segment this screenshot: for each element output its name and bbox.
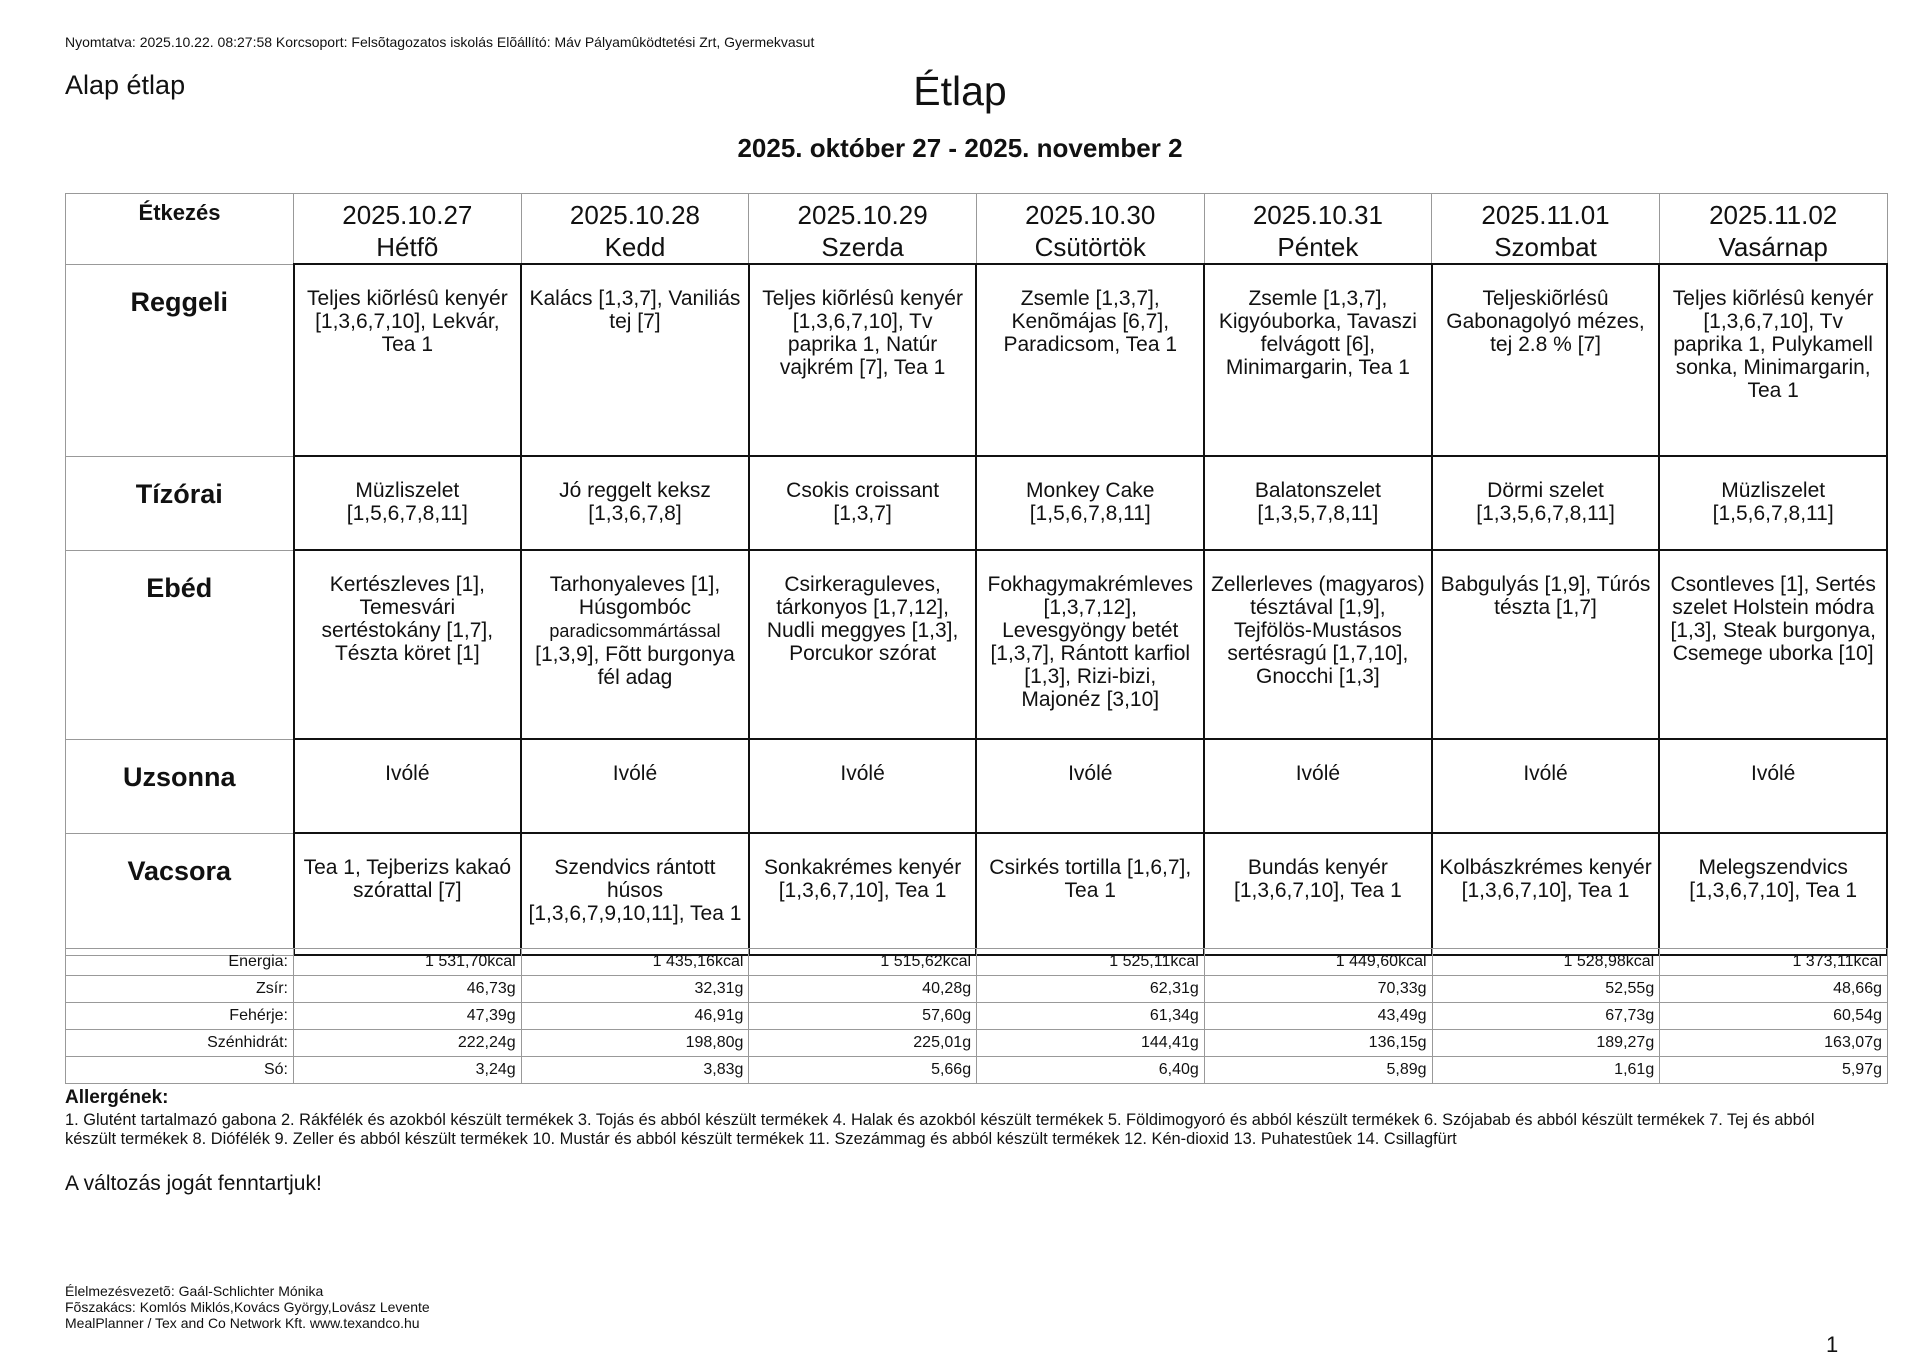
meal-cell: Ivólé	[976, 739, 1204, 833]
header-row	[66, 194, 1888, 265]
meal-cell: Balatonszelet [1,3,5,7,8,11]	[1204, 456, 1432, 550]
meal-row-uzsonna	[66, 739, 1888, 833]
day-date: 2025.10.29	[797, 200, 928, 230]
meal-cell: Zsemle [1,3,7], Kenõmájas [6,7], Paradicsom, Tea 1	[976, 264, 1204, 456]
meal-cell: Bundás kenyér [1,3,6,7,10], Tea 1	[1204, 833, 1432, 955]
nutrition-value: 67,73g	[1432, 1003, 1660, 1030]
nutrition-value: 225,01g	[749, 1030, 977, 1057]
nutrition-value: 46,73g	[294, 976, 522, 1003]
nutrition-value: 70,33g	[1204, 976, 1432, 1003]
meal-cell: Teljes kiõrlésû kenyér [1,3,6,7,10], Lekvár, Tea 1	[294, 264, 522, 456]
nutrition-value: 48,66g	[1660, 976, 1888, 1003]
nutrition-value: 5,66g	[749, 1057, 977, 1084]
allergens-title: Allergének:	[65, 1087, 169, 1108]
day-name: Csütörtök	[1034, 232, 1146, 262]
meal-cell: Csirkeraguleves, tárkonyos [1,7,12], Nudli meggyes [1,3], Porcukor szórat	[749, 550, 977, 739]
nutrition-value: 1,61g	[1432, 1057, 1660, 1084]
day-name: Péntek	[1277, 232, 1359, 262]
nutrition-value: 222,24g	[294, 1030, 522, 1057]
meal-cell: Ivólé	[749, 739, 977, 833]
meal-cell: Csontleves [1], Sertés szelet Holstein módra [1,3], Steak burgonya, Csemege uborka [10]	[1659, 550, 1887, 739]
corner-label: Étkezés	[66, 194, 294, 265]
nutrition-label: Só:	[66, 1057, 294, 1084]
meal-cell: Csirkés tortilla [1,6,7], Tea 1	[976, 833, 1204, 955]
meal-name: Uzsonna	[66, 739, 294, 833]
day-header	[1432, 194, 1660, 265]
footer	[65, 1283, 430, 1331]
menu-type-label: Alap étlap	[65, 70, 186, 100]
meal-cell: Fokhagymakrémleves [1,3,7,12], Levesgyöngy betét [1,3,7], Rántott karfiol [1,3], Rizi-bizi, Majonéz [3,10]	[976, 550, 1204, 739]
meal-row-ebed	[66, 550, 1888, 739]
nutrition-value: 1 515,62kcal	[749, 949, 977, 976]
day-date: 2025.10.30	[1025, 200, 1156, 230]
footer-software: MealPlanner / Tex and Co Network Kft. www.texandco.hu	[65, 1315, 420, 1331]
meal-cell: Jó reggelt keksz [1,3,6,7,8]	[521, 456, 749, 550]
meal-cell: Kolbászkrémes kenyér [1,3,6,7,10], Tea 1	[1432, 833, 1660, 955]
nutrition-label: Szénhidrát:	[66, 1030, 294, 1057]
nutrition-value: 61,34g	[977, 1003, 1205, 1030]
meal-cell: Dörmi szelet [1,3,5,6,7,8,11]	[1432, 456, 1660, 550]
meal-cell: Teljeskiõrlésû Gabonagolyó mézes, tej 2.8 % [7]	[1432, 264, 1660, 456]
nutrition-label: Zsír:	[66, 976, 294, 1003]
nutrition-value: 5,89g	[1204, 1057, 1432, 1084]
nutrition-value: 40,28g	[749, 976, 977, 1003]
nutrition-value: 43,49g	[1204, 1003, 1432, 1030]
meal-cell	[521, 550, 749, 739]
footer-manager: Élelmezésvezetõ: Gaál-Schlichter Mónika	[65, 1283, 324, 1299]
nutrition-value: 1 528,98kcal	[1432, 949, 1660, 976]
day-header	[521, 194, 749, 265]
meal-cell: Ivólé	[1659, 739, 1887, 833]
print-info: Nyomtatva: 2025.10.22. 08:27:58 Korcsoport: Felsõtagozatos iskolás Elõállító: Máv Pályamûködtetési Zrt, Gyermekvasut	[65, 34, 815, 50]
nutrition-value: 1 373,11kcal	[1660, 949, 1888, 976]
meal-name: Tízórai	[66, 456, 294, 550]
nutrition-value: 136,15g	[1204, 1030, 1432, 1057]
nutrition-value: 52,55g	[1432, 976, 1660, 1003]
nutrition-row	[66, 1057, 1888, 1084]
nutrition-value: 57,60g	[749, 1003, 977, 1030]
nutrition-value: 3,83g	[521, 1057, 749, 1084]
meal-cell: Kertészleves [1], Temesvári sertéstokány [1,7], Tészta köret [1]	[294, 550, 522, 739]
nutrition-value: 46,91g	[521, 1003, 749, 1030]
meal-cell: Ivólé	[294, 739, 522, 833]
page-number: 1	[1826, 1332, 1839, 1357]
meal-name: Ebéd	[66, 550, 294, 739]
meal-cell: Zsemle [1,3,7], Kigyóuborka, Tavaszi felvágott [6], Minimargarin, Tea 1	[1204, 264, 1432, 456]
meal-cell: Monkey Cake [1,5,6,7,8,11]	[976, 456, 1204, 550]
day-header	[294, 194, 522, 265]
day-name: Szerda	[821, 232, 904, 262]
meal-cell: Teljes kiõrlésû kenyér [1,3,6,7,10], Tv paprika 1, Pulykamell sonka, Minimargarin, Tea 1	[1659, 264, 1887, 456]
day-header	[976, 194, 1204, 265]
meal-text-small: paradicsommártással	[549, 621, 721, 641]
meal-cell: Melegszendvics [1,3,6,7,10], Tea 1	[1659, 833, 1887, 955]
meal-cell: Kalács [1,3,7], Vaniliás tej [7]	[521, 264, 749, 456]
page-title: Étlap	[913, 68, 1007, 114]
meal-cell: Ivólé	[521, 739, 749, 833]
nutrition-value: 163,07g	[1660, 1030, 1888, 1057]
nutrition-value: 6,40g	[977, 1057, 1205, 1084]
meal-name: Vacsora	[66, 833, 294, 955]
nutrition-value: 32,31g	[521, 976, 749, 1003]
meal-text: [1,3,9], Fõtt burgonya fél adag	[535, 643, 735, 689]
nutrition-value: 189,27g	[1432, 1030, 1660, 1057]
day-date: 2025.10.31	[1252, 200, 1383, 230]
nutrition-value: 47,39g	[294, 1003, 522, 1030]
meal-cell: Ivólé	[1204, 739, 1432, 833]
nutrition-table	[65, 948, 1888, 1084]
nutrition-value: 60,54g	[1660, 1003, 1888, 1030]
day-header	[749, 194, 977, 265]
day-name: Hétfõ	[376, 232, 439, 262]
meal-row-reggeli	[66, 264, 1888, 456]
menu-table	[65, 193, 1888, 956]
nutrition-label: Energia:	[66, 949, 294, 976]
nutrition-value: 1 525,11kcal	[977, 949, 1205, 976]
footer-chefs: Fõszakács: Komlós Miklós,Kovács György,Lovász Levente	[65, 1299, 430, 1315]
nutrition-value: 1 435,16kcal	[521, 949, 749, 976]
nutrition-row	[66, 949, 1888, 976]
meal-cell: Teljes kiõrlésû kenyér [1,3,6,7,10], Tv paprika 1, Natúr vajkrém [7], Tea 1	[749, 264, 977, 456]
change-notice: A változás jogát fenntartjuk!	[65, 1172, 322, 1195]
meal-cell: Babgulyás [1,9], Túrós tészta [1,7]	[1432, 550, 1660, 739]
meal-text: Tarhonyaleves [1], Húsgombóc	[549, 573, 721, 619]
day-date: 2025.11.02	[1709, 200, 1838, 230]
day-name: Szombat	[1494, 232, 1597, 262]
meal-cell: Ivólé	[1432, 739, 1660, 833]
day-header	[1204, 194, 1432, 265]
day-date: 2025.10.28	[569, 200, 701, 230]
nutrition-value: 1 531,70kcal	[294, 949, 522, 976]
meal-cell: Csokis croissant [1,3,7]	[749, 456, 977, 550]
allergens-list: 1. Glutént tartalmazó gabona 2. Rákfélék és azokból készült termékek 3. Tojás és abból készült termékek 4. Halak és azokból készült termékek 5. Földimogyoró és abból készült termékek 6. Szójabab és abból készült termékek 7. Tej és abból készült termékek 8. Diófélék 9. Zeller és abból készült termékek 10. Mustár és abból készült termékek 11. Szezámmag és abból készült termékek 12. Kén-dioxid 13. Puhatestûek 14. Csillagfürt	[65, 1111, 1815, 1148]
nutrition-value: 198,80g	[521, 1030, 749, 1057]
day-header	[1659, 194, 1887, 265]
nutrition-label: Fehérje:	[66, 1003, 294, 1030]
nutrition-value: 62,31g	[977, 976, 1205, 1003]
day-date: 2025.11.01	[1481, 200, 1610, 230]
meal-row-tizorai	[66, 456, 1888, 550]
meal-cell: Szendvics rántott húsos [1,3,6,7,9,10,11], Tea 1	[521, 833, 749, 955]
meal-cell: Müzliszelet [1,5,6,7,8,11]	[1659, 456, 1887, 550]
meal-cell: Müzliszelet [1,5,6,7,8,11]	[294, 456, 522, 550]
nutrition-value: 5,97g	[1660, 1057, 1888, 1084]
meal-row-vacsora	[66, 833, 1888, 955]
nutrition-value: 144,41g	[977, 1030, 1205, 1057]
meal-cell: Zellerleves (magyaros) tésztával [1,9], Tejfölös-Mustásos sertésragú [1,7,10], Gnocchi [1,3]	[1204, 550, 1432, 739]
meal-name: Reggeli	[66, 264, 294, 456]
date-range: 2025. október 27 - 2025. november 2	[737, 133, 1183, 163]
meal-cell: Tea 1, Tejberizs kakaó szórattal [7]	[294, 833, 522, 955]
nutrition-row	[66, 976, 1888, 1003]
day-name: Kedd	[604, 232, 666, 262]
nutrition-row	[66, 1030, 1888, 1057]
nutrition-value: 3,24g	[294, 1057, 522, 1084]
day-name: Vasárnap	[1718, 232, 1828, 262]
day-date: 2025.10.27	[342, 200, 473, 230]
meal-cell: Sonkakrémes kenyér [1,3,6,7,10], Tea 1	[749, 833, 977, 955]
nutrition-row	[66, 1003, 1888, 1030]
nutrition-value: 1 449,60kcal	[1204, 949, 1432, 976]
